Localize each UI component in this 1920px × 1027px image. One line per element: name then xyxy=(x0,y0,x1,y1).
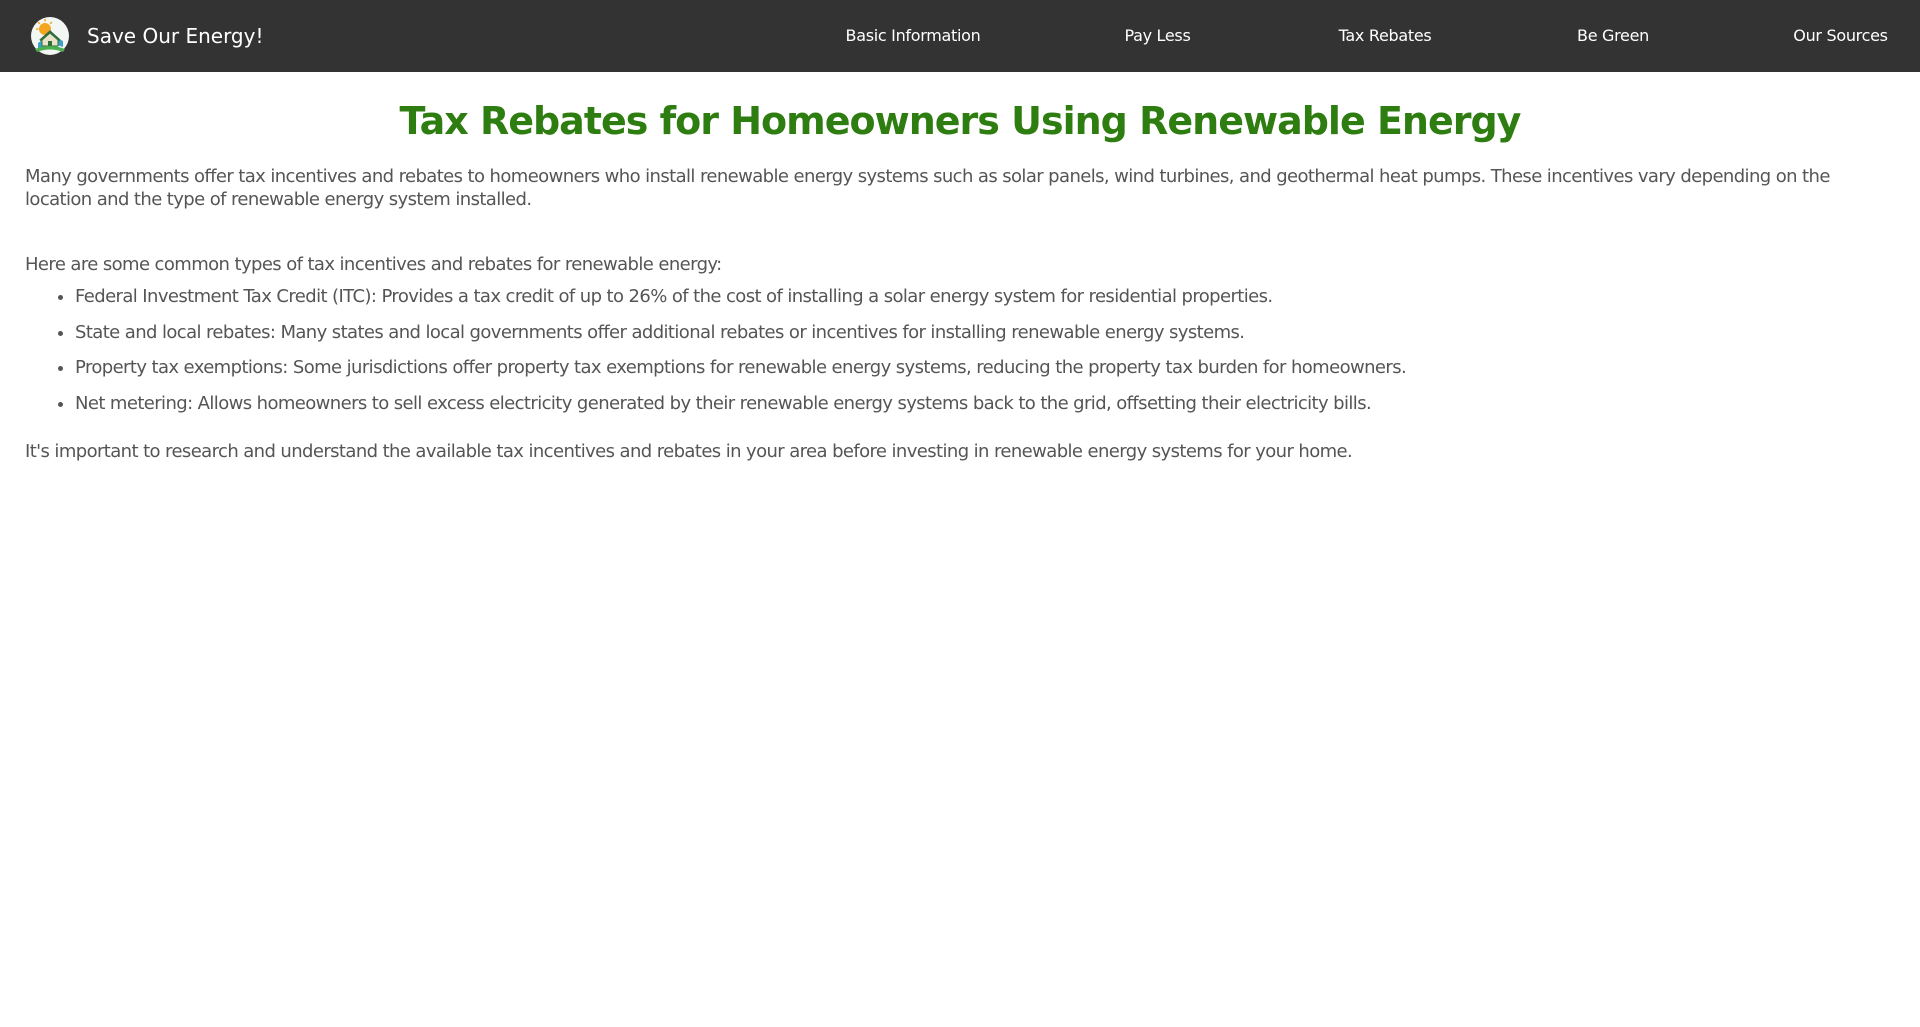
main-content xyxy=(25,72,1895,464)
list-item: • Property tax exemptions: Some jurisdictions offer property tax exemptions for renewable energy systems, reducing the property tax burden for homeowners. xyxy=(75,356,1895,380)
intro-paragraph: Many governments offer tax incentives and rebates to homeowners who install renewable energy systems such as solar panels, wind turbines, and geothermal heat pumps. These incentives vary depending on the location and the type of renewable energy system installed. xyxy=(25,166,1830,210)
top-navigation-bar xyxy=(0,0,1920,72)
list-item: • Net metering: Allows homeowners to sell excess electricity generated by their renewable energy systems back to the grid, offsetting their electricity bills. xyxy=(75,392,1895,416)
incentives-list xyxy=(25,285,1895,416)
page-title: Tax Rebates for Homeowners Using Renewable Energy xyxy=(399,99,1521,143)
nav-be-green[interactable]: Be Green xyxy=(1577,26,1649,45)
list-item: • State and local rebates: Many states and local governments offer additional rebates or incentives for installing renewable energy systems. xyxy=(75,321,1895,345)
nav-pay-less[interactable]: Pay Less xyxy=(1124,26,1191,45)
nav-tax-rebates[interactable]: Tax Rebates xyxy=(1338,26,1432,45)
nav-our-sources[interactable]: Our Sources xyxy=(1793,26,1888,45)
nav-basic-information[interactable]: Basic Information xyxy=(845,26,981,45)
sun-house-logo-icon xyxy=(30,16,70,56)
closing-paragraph: It's important to research and understand the available tax incentives and rebates in your area before investing in renewable energy systems for your home. xyxy=(25,440,1353,462)
incentives-lead-paragraph: Here are some common types of tax incentives and rebates for renewable energy: xyxy=(25,254,722,275)
site-title: Save Our Energy! xyxy=(87,24,264,48)
list-item: • Federal Investment Tax Credit (ITC): Provides a tax credit of up to 26% of the cost of installing a solar energy system for residential properties. xyxy=(75,285,1895,309)
brand[interactable] xyxy=(30,14,263,58)
